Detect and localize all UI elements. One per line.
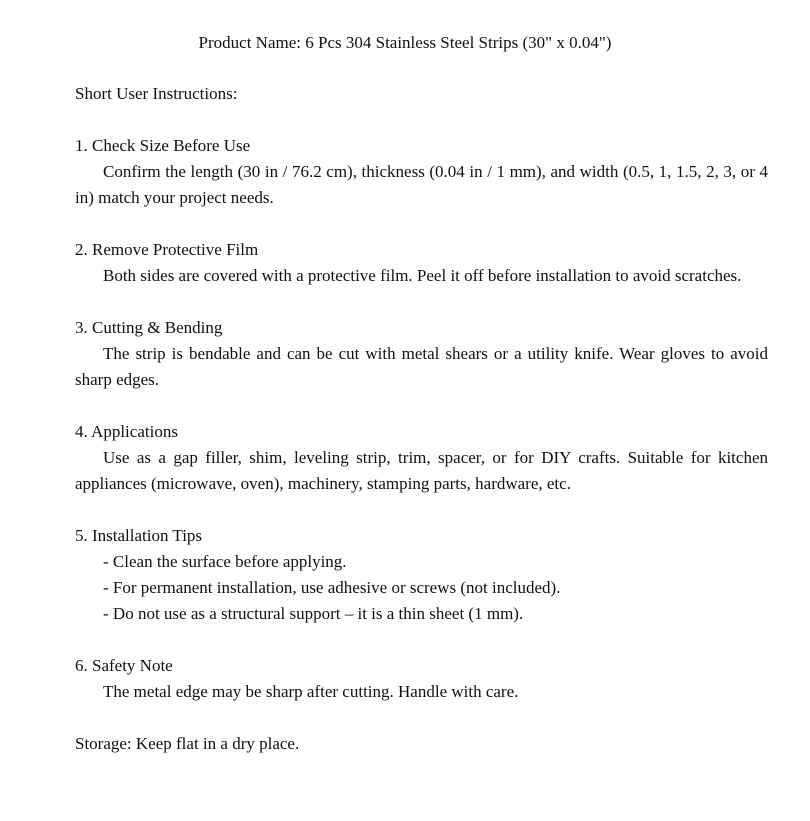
product-name-text: Product Name: 6 Pcs 304 Stainless Steel Strips (30" x 0.04")	[198, 33, 612, 52]
instructions-intro: Short User Instructions:	[75, 84, 238, 103]
section-heading: 1. Check Size Before Use	[75, 136, 251, 155]
tip-item: - Do not use as a structural support – it is a thin sheet (1 mm).	[103, 604, 524, 623]
product-title	[0, 30, 810, 56]
tip-item: - Clean the surface before applying.	[103, 552, 347, 571]
section-body: The metal edge may be sharp after cutting. Handle with care.	[103, 682, 519, 701]
section-remove-film	[75, 237, 768, 289]
section-heading: 5. Installation Tips	[75, 526, 203, 545]
section-heading: 4. Applications	[75, 422, 178, 441]
section-heading: 2. Remove Protective Film	[75, 240, 259, 259]
section-check-size	[75, 133, 768, 211]
section-body: Both sides are covered with a protective film. Peel it off before installation to avoid scratches.	[103, 266, 742, 285]
section-installation-tips	[75, 523, 768, 627]
section-body: The strip is bendable and can be cut with metal shears or a utility knife. Wear gloves to avoid sharp edges.	[75, 344, 768, 389]
section-heading: 6. Safety Note	[75, 656, 173, 675]
section-applications	[75, 419, 768, 497]
section-cutting-bending	[75, 315, 768, 393]
section-body: Use as a gap filler, shim, leveling strip, trim, spacer, or for DIY crafts. Suitable for kitchen appliances (microwave, oven), machinery, stamping parts, hardware, etc.	[75, 448, 768, 493]
storage-note: Storage: Keep flat in a dry place.	[75, 734, 300, 753]
tip-item: - For permanent installation, use adhesive or screws (not included).	[103, 578, 561, 597]
section-safety-note	[75, 653, 768, 705]
section-body: Confirm the length (30 in / 76.2 cm), thickness (0.04 in / 1 mm), and width (0.5, 1, 1.5, 2, 3, or 4 in) match your project needs.	[75, 162, 768, 207]
section-heading: 3. Cutting & Bending	[75, 318, 223, 337]
